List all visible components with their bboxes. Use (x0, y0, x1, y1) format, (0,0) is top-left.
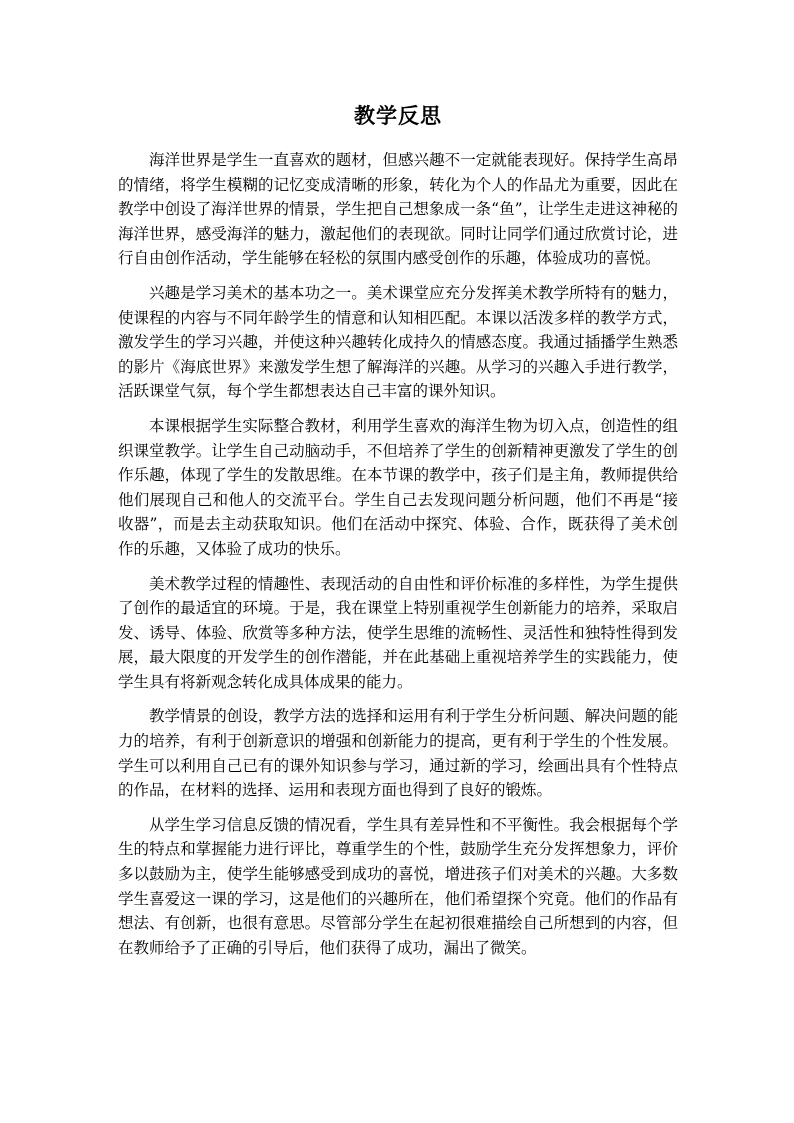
paragraph-6: 从学生学习信息反馈的情况看，学生具有差异性和不平衡性。我会根据每个学生的特点和掌握能力进行评比，尊重学生的个性，鼓励学生充分发挥想象力，评价多以鼓励为主，使学生能够感受到成功的喜悦，增进孩子们对美术的兴趣。大多数学生喜爱这一课的学习，这是他们的兴趣所在，他们希望探个究竟。他们的作品有想法、有创新，也很有意思。尽管部分学生在起初很难描绘自己所想到的内容，但在教师给予了正确的引导后，他们获得了成功，漏出了微笑。 (118, 815, 678, 957)
paragraph-3: 本课根据学生实际整合教材，利用学生喜欢的海洋生物为切入点，创造性的组织课堂教学。让学生自己动脑动手，不但培养了学生的创新精神更激发了学生的创作乐趣，体现了学生的发散思维。在本节课的教学中，孩子们是主角，教师提供给他们展现自己和他人的交流平台。学生自己去发现问题分析问题，他们不再是“接收器”，而是去主动获取知识。他们在活动中探究、体验、合作，既获得了美术创作的乐趣，又体验了成功的快乐。 (118, 416, 678, 558)
document-title: 教学反思 (354, 103, 442, 128)
document-page (118, 100, 678, 970)
paragraph-2: 兴趣是学习美术的基本功之一。美术课堂应充分发挥美术教学所特有的魅力，使课程的内容与不同年龄学生的情意和认知相匹配。本课以活泼多样的教学方式，激发学生的学习兴趣，并使这种兴趣转化成持久的情感态度。我通过插播学生熟悉的影片《海底世界》来激发学生想了解海洋的兴趣。从学习的兴趣入手进行教学，活跃课堂气氛，每个学生都想表达自己丰富的课外知识。 (118, 283, 678, 401)
paragraph-4: 美术教学过程的情趣性、表现活动的自由性和评价标准的多样性，为学生提供了创作的最适宜的环境。于是，我在课堂上特别重视学生创新能力的培养，采取启发、诱导、体验、欣赏等多种方法，使学生思维的流畅性、灵活性和独特性得到发展，最大限度的开发学生的创作潜能，并在此基础上重视培养学生的实践能力，使学生具有将新观念转化成具体成果的能力。 (118, 574, 678, 691)
paragraph-1: 海洋世界是学生一直喜欢的题材，但感兴趣不一定就能表现好。保持学生高昂的情绪，将学生模糊的记忆变成清晰的形象，转化为个人的作品尤为重要，因此在教学中创设了海洋世界的情景，学生把自己想象成一条“鱼”，让学生走进这神秘的海洋世界，感受海洋的魅力，激起他们的表现欲。同时让同学们通过欣赏讨论，进行自由创作活动，学生能够在轻松的氛围内感受创作的乐趣，体验成功的喜悦。 (118, 151, 678, 268)
paragraph-5: 教学情景的创设，教学方法的选择和运用有利于学生分析问题、解决问题的能力的培养，有利于创新意识的增强和创新能力的提高，更有利于学生的个性发展。学生可以利用自己已有的课外知识参与学习，通过新的学习，绘画出具有个性特点的作品，在材料的选择、运用和表现方面也得到了良好的锻炼。 (118, 707, 678, 800)
